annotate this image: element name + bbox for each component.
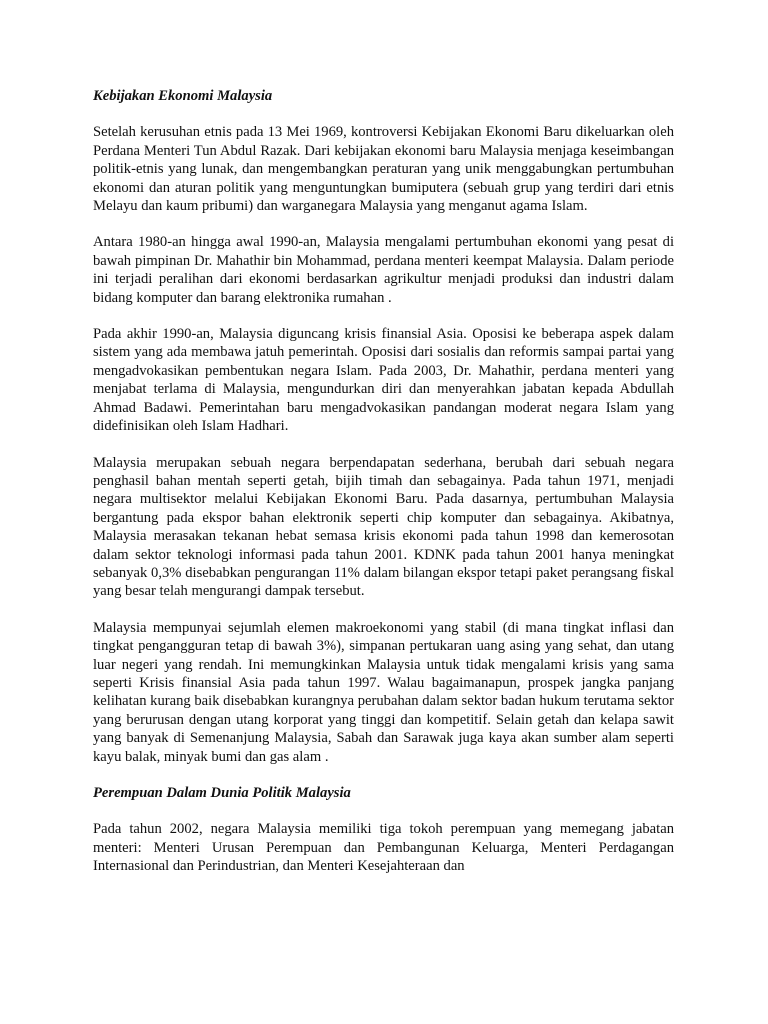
paragraph: Pada tahun 2002, negara Malaysia memiliki tiga tokoh perempuan yang memegang jabatan menteri: Menteri Urusan Perempuan dan Pembangunan Keluarga, Menteri Perdagangan Internasional dan Perindustrian, dan Menteri Kesejahteraan dan: [93, 821, 674, 875]
paragraph: Antara 1980-an hingga awal 1990-an, Malaysia mengalami pertumbuhan ekonomi yang pesat di bawah pimpinan Dr. Mahathir bin Mohammad, perdana menteri keempat Malaysia. Dalam periode ini terjadi peralihan dari ekonomi berdasarkan agrikultur menjadi produksi dan industri dalam bidang komputer dan barang elektronika rumahan .: [93, 234, 674, 306]
paragraph: Pada akhir 1990-an, Malaysia diguncang krisis finansial Asia. Oposisi ke beberapa aspek dalam sistem yang ada membawa jatuh pemerintah. Oposisi dari sosialis dan reformis sampai partai yang mengadvokasikan pembentukan negara Islam. Pada 2003, Dr. Mahathir, perdana menteri yang menjabat terlama di Malaysia, mengundurkan diri dan menyerahkan jabatan kepada Abdullah Ahmad Badawi. Pemerintahan baru mengadvokasikan pandangan moderat negara Islam yang didefinisikan oleh Islam Hadhari.: [93, 326, 674, 435]
document-page: [93, 87, 674, 894]
section-heading: Perempuan Dalam Dunia Politik Malaysia: [93, 785, 351, 801]
section-heading: Kebijakan Ekonomi Malaysia: [93, 88, 273, 104]
paragraph: Setelah kerusuhan etnis pada 13 Mei 1969, kontroversi Kebijakan Ekonomi Baru dikeluarkan oleh Perdana Menteri Tun Abdul Razak. Dari kebijakan ekonomi baru Malaysia menjaga keseimbangan politik-etnis yang lunak, dan mengembangkan peraturan yang unik menggabungkan pertumbuhan ekonomi dan aturan politik yang menguntungkan bumiputera (sebuah grup yang terdiri dari etnis Melayu dan kaum pribumi) dan warganegara Malaysia yang menganut agama Islam.: [93, 124, 674, 215]
paragraph: Malaysia merupakan sebuah negara berpendapatan sederhana, berubah dari sebuah negara penghasil bahan mentah seperti getah, bijih timah dan sebagainya. Pada tahun 1971, menjadi negara multisektor melalui Kebijakan Ekonomi Baru. Pada dasarnya, pertumbuhan Malaysia bergantung pada ekspor bahan elektronik seperti chip komputer dan sebagainya. Akibatnya, Malaysia merasakan tekanan hebat semasa krisis ekonomi pada tahun 1998 dan kemerosotan dalam sektor teknologi informasi pada tahun 2001. KDNK pada tahun 2001 hanya meningkat sebanyak 0,3% disebabkan pengurangan 11% dalam bilangan ekspor tetapi paket perangsang fiskal yang besar telah mengurangi dampak tersebut.: [93, 454, 674, 600]
paragraph: Malaysia mempunyai sejumlah elemen makroekonomi yang stabil (di mana tingkat inflasi dan tingkat pengangguran tetap di bawah 3%), simpanan pertukaran uang asing yang sehat, dan utang luar negeri yang rendah. Ini memungkinkan Malaysia untuk tidak mengalami krisis yang sama seperti Krisis finansial Asia pada tahun 1997. Walau bagaimanapun, prospek jangka panjang kelihatan kurang baik disebabkan kurangnya perubahan dalam sektor badan hukum terutama sektor yang berurusan dengan utang korporat yang tinggi dan kompetitif. Selain getah dan kelapa sawit yang banyak di Semenanjung Malaysia, Sabah dan Sarawak juga kaya akan sumber alam seperti kayu balak, minyak bumi dan gas alam .: [93, 619, 674, 765]
